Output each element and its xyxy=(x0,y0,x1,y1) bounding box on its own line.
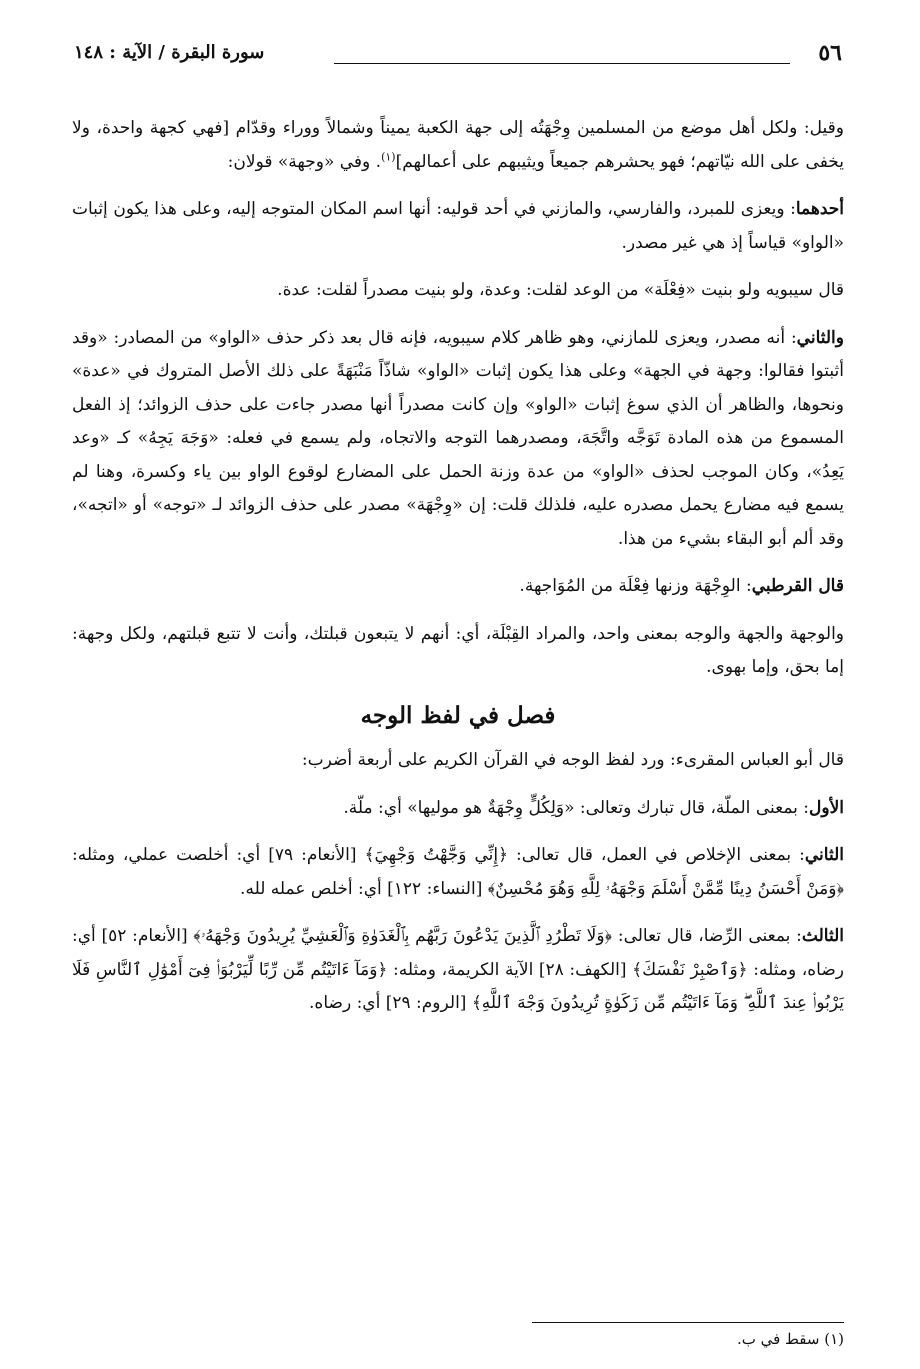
section-title: فصل في لفظ الوجه xyxy=(360,701,556,729)
footnote: (١) سقط في ب. xyxy=(736,1330,844,1348)
paragraph: الثالث: بمعنى الرِّضا، قال تعالى: ﴿وَلَا تَطْرُدِ ٱلَّذِينَ يَدْعُونَ رَبَّهُم بِٱلْغَدَوٰةِ وَٱلْعَشِيِّ يُرِيدُونَ وَجْهَهُۥ﴾ [الأنعام: ٥٢] أي: رضاه، ومثله: ﴿وَٱصْبِرْ نَفْسَكَ﴾ [الكهف: ٢٨] الآية الكريمة، ومثله: ﴿وَمَآ ءَاتَيْتُم مِّن رِّبًا لِّيَرْبُوَا۟ فِىٓ أَمْوَٰلِ ٱلنَّاسِ فَلَا يَرْبُوا۟ عِندَ ٱللَّهِ ۖ وَمَآ ءَاتَيْتُم مِّن زَكَوٰةٍ تُرِيدُونَ وَجْهَ ٱللَّهِ﴾ [الروم: ٢٩] أي: رضاه. xyxy=(72,926,844,1013)
paragraph: قال القرطبي: الوِجْهَة وزنها فِعْلَة من المُوَاجهة. xyxy=(519,576,844,596)
paragraph-lead: الثالث xyxy=(801,926,844,946)
running-title: سورة البقرة / الآية : ١٤٨ xyxy=(74,42,265,63)
paragraph: قال أبو العباس المقرىء: ورد لفظ الوجه في القرآن الكريم على أربعة أضرب: xyxy=(301,750,844,770)
paragraph: أحدهما: ويعزى للمبرد، والفارسي، والمازني في أحد قوليه: أنها اسم المكان المتوجه إليه، وعلى هذا يكون إثبات «الواو» قياساً إذ هي غير مصدر. xyxy=(72,199,844,253)
paragraph: الثاني: بمعنى الإخلاص في العمل، قال تعالى: ﴿إِنِّي وَجَّهْتُ وَجْهِيَ﴾ [الأنعام: ٧٩] أي: أخلصت عملي، ومثله: ﴿وَمَنْ أَحْسَنُ دِينًا مِّمَّنْ أَسْلَمَ وَجْهَهُۥ لِلَّهِ وَهُوَ مُحْسِنٌ﴾ [النساء: ١٢٢] أي: أخلص عمله لله. xyxy=(72,845,844,899)
footnote-rule xyxy=(532,1322,844,1323)
paragraph: قال سيبويه ولو بنيت «فِعْلَة» من الوعد لقلت: وعدة، ولو بنيت مصدراً لقلت: عدة. xyxy=(277,280,844,300)
paragraph-lead: قال القرطبي xyxy=(751,576,844,596)
header-rule xyxy=(334,63,790,64)
paragraph-lead: الثاني xyxy=(804,845,844,865)
footnote-marker: (١) xyxy=(381,149,396,163)
main-text xyxy=(72,112,844,1035)
paragraph: والثاني: أنه مصدر، ويعزى للمازني، وهو ظاهر كلام سيبويه، فإنه قال بعد ذكر حذف «الواو» من المصادر: «وقد أثبتوا فقالوا: وجهة في الجهة» وعلى هذا يكون إثبات «الواو» شاذّاً مَنْبَهَةً على ذلك الأصل المتروك في «عدة» ونحوها، والظاهر أن الذي سوغ إثبات «الواو» وإن كانت مصدراً أنها مصدر جاءت على حذف الزوائد؛ إذ الفعل المسموع من هذه المادة تَوَجَّه واتَّجَهَ، ومصدرهما التوجه والاتجاه، ولم يسمع في فعله: «وَجَهَ يَجِهُ» كـ «وعد يَعِدُ»، وكان الموجب لحذف «الواو» من عدة وزنة الحمل على المضارع لوقوع الواو بين ياء وكسرة، وهنا لم يسمع فيه مضارع يحمل مصدره عليه، فلذلك قلت: إن «وِجْهَة» مصدر على حذف الزوائد لـ «توجه» أو «اتجه»، وقد ألم أبو البقاء بشيء من هذا. xyxy=(72,327,844,549)
paragraph: الأول: بمعنى الملّة، قال تبارك وتعالى: «وَلِكُلٍّ وِجْهَةٌ هو موليها» أي: ملّة. xyxy=(343,797,844,818)
page-header xyxy=(74,36,842,76)
paragraph: والوجهة والجهة والوجه بمعنى واحد، والمراد القِبْلَة، أي: أنهم لا يتبعون قبلتك، وأنت لا تتبع قبلتهم، ولكل وجهة: إما بحق، وإما بهوى. xyxy=(72,623,844,677)
paragraph-lead: أحدهما xyxy=(795,199,844,219)
paragraph: وقيل: ولكل أهل موضع من المسلمين وِجْهَتُه إلى جهة الكعبة يميناً وشمالاً ووراء وقدّام [فهي كجهة واحدة، ولا يخفى على الله نيّاتهم؛ فهو يحشرهم جميعاً ويثيبهم على أعمالهم]$^{(١)}$. وفي «وجهة» قولان: xyxy=(72,118,844,172)
page-number: ٥٦ xyxy=(818,40,842,66)
paragraph-lead: الأول xyxy=(809,797,844,818)
paragraph-lead: والثاني xyxy=(796,327,844,348)
